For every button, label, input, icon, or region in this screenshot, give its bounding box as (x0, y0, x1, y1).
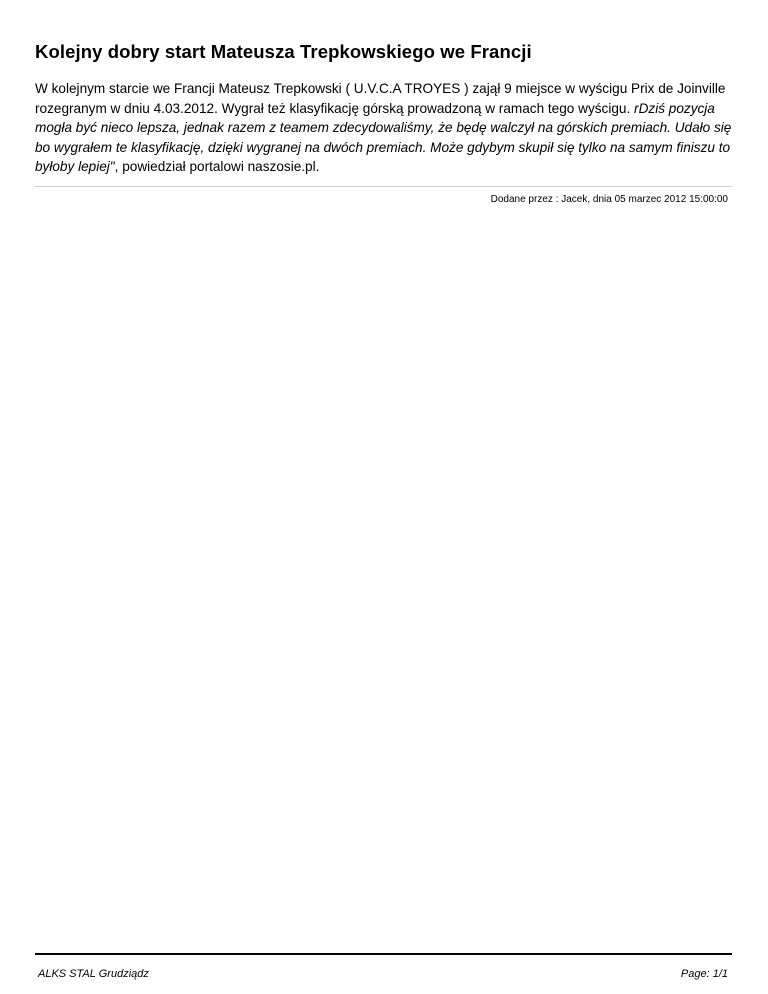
article-tail: , powiedział portalowi naszosie.pl. (114, 159, 320, 175)
article-lead: W kolejnym starcie we Francji Mateusz Trepkowski ( U.V.C.A TROYES ) zajął 9 miejsce w wyścigu Prix de Joinville rozegranym w dniu 4.03.2012. Wygrał też klasyfikację górską prowadzoną w ramach tego wyścigu. (35, 81, 726, 116)
footer-rule (35, 953, 732, 955)
separator-line (35, 186, 732, 187)
article-quote: rDziś pozycja mogła być nieco lepsza, jednak razem z teamem zdecydowaliśmy, że będę walczył na górskich premiach. Udało się bo wygrałem te klasyfikację, dzięki wygranej na dwóch premiach. Może gdybym skupił się tylko na samym finiszu to byłoby lepiej" (35, 100, 732, 175)
article (35, 40, 735, 177)
article-body (35, 79, 735, 177)
footer-page-number: Page: 1/1 (680, 968, 728, 980)
post-meta: Dodane przez : Jacek, dnia 05 marzec 2012 15:00:00 (490, 194, 728, 205)
article-title: Kolejny dobry start Mateusza Trepkowskiego we Francji (35, 41, 532, 62)
footer-site-name: ALKS STAL Grudziądz (38, 968, 149, 980)
